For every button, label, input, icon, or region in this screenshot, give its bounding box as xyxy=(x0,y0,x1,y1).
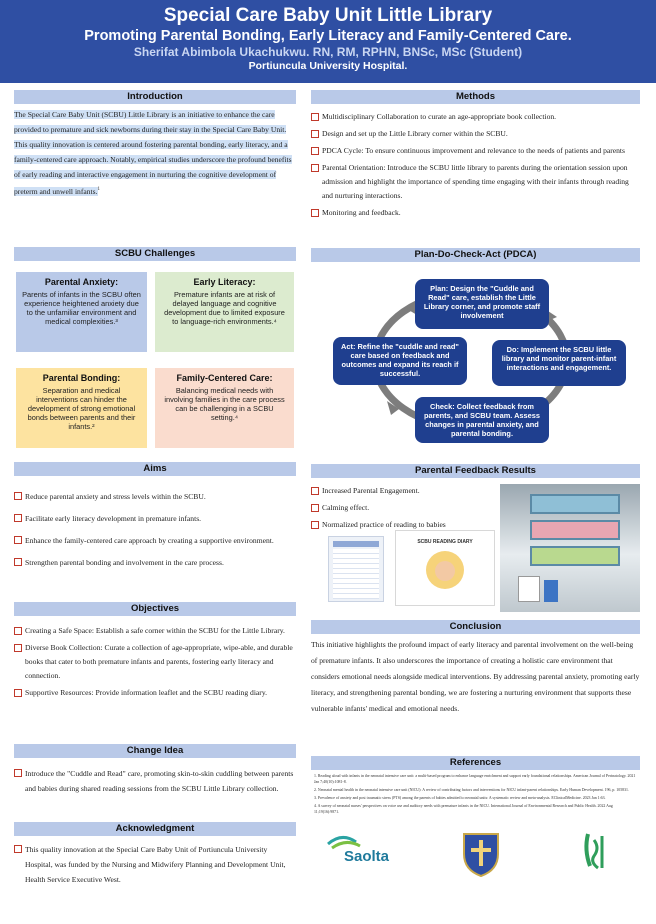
list-item: Monitoring and feedback. xyxy=(311,206,640,220)
change-idea-list xyxy=(14,766,296,799)
list-item: Diverse Book Collection: Curate a collection of age-appropriate, wipe-able, and durable books that cater to both premature infants and parents, fostering early literacy and connection. xyxy=(14,641,296,683)
introduction-heading: Introduction xyxy=(14,90,296,104)
challenge-body: Balancing medical needs with involving families in the care process can be challenging in a SCBU setting.⁴ xyxy=(164,386,285,422)
challenge-box-anxiety xyxy=(16,272,147,352)
baby-illustration-icon xyxy=(426,551,464,589)
diary-cover-image xyxy=(395,530,495,606)
list-item: PDCA Cycle: To ensure continuous improvement and relevance to the needs of patients and parents xyxy=(311,144,640,158)
poster-institution: Portiuncula University Hospital. xyxy=(248,60,408,72)
reference-item: 2. Neonatal mental health in the neonatal intensive care unit (NICU): A review of contributing factors and interventions for NICU infant-parent relationships. Early Human Development. 196, p. 105831. xyxy=(314,788,629,792)
pdca-do: Do: Implement the SCBU little library and monitor parent-infant interactions and engagement. xyxy=(492,340,626,386)
list-item: Parental Orientation: Introduce the SCBU little library to parents during the orientation session upon admission and highlight the importance of spending time engaging with their infants through reading and nurturing interactions. xyxy=(311,161,640,203)
challenge-box-family xyxy=(155,368,294,448)
acknowledgment-heading: Acknowledgment xyxy=(14,822,296,836)
poster-title: Special Care Baby Unit Little Library xyxy=(163,5,493,26)
saolta-logo-text: Saolta xyxy=(344,848,390,865)
list-item: Enhance the family-centered care approach by creating a supportive environment. xyxy=(14,533,296,549)
challenge-body: Premature infants are at risk of delayed language and cognitive development due to limited exposure to language-rich environments.⁴ xyxy=(164,290,285,326)
list-item: Calming effect. xyxy=(311,501,501,515)
introduction-cite: 1 xyxy=(97,187,101,192)
conclusion-text: This initiative highlights the profound impact of early literacy and parental involvement on the well-being of premature infants. It also underscores the importance of creating a holistic care environment that considers emotional needs alongside medical interventions. By addressing parental anxiety, promoting early literacy, and strengthening parental bonding, we are fostering a nurturing environment that supports these vulnerable infants' medical and emotional needs. xyxy=(311,640,640,713)
list-item: Reduce parental anxiety and stress levels within the SCBU. xyxy=(14,489,296,505)
hospital-crest-logo xyxy=(458,828,504,878)
feedback-heading: Parental Feedback Results xyxy=(311,464,640,478)
references-list xyxy=(314,773,638,817)
introduction-text xyxy=(14,107,296,199)
list-item: This quality innovation at the Special Care Baby Unit of Portiuncula University Hospital, was funded by the Nursing and Midwifery Planning and Development Unit, Health Service Executive West. xyxy=(14,842,296,887)
aims-heading: Aims xyxy=(14,462,296,476)
feedback-list xyxy=(311,484,501,535)
aims-list xyxy=(14,489,296,574)
challenge-body: Parents of infants in the SCBU often experience heightened anxiety due to the unfamiliar environment and medical complexities.³ xyxy=(22,290,141,326)
list-item: Multidisciplinary Collaboration to curate an age-appropriate book collection. xyxy=(311,110,640,124)
challenge-title: Parental Anxiety: xyxy=(44,277,119,287)
change-idea-heading: Change Idea xyxy=(14,744,296,758)
poster-subtitle: Promoting Parental Bonding, Early Literacy and Family-Centered Care. xyxy=(84,28,572,44)
objectives-list xyxy=(14,624,296,703)
poster-author: Sherifat Abimbola Ukachukwu. RN, RM, RPHN, BNSc, MSc (Student) xyxy=(133,45,523,59)
challenge-body: Separation and medical interventions can hinder the development of strong emotional bonds between parents and their infants.² xyxy=(27,386,136,431)
pdca-heading: Plan-Do-Check-Act (PDCA) xyxy=(311,248,640,262)
list-item: Supportive Resources: Provide information leaflet and the SCBU reading diary. xyxy=(14,686,296,700)
reference-item: 3. Prevalence of anxiety and post traumatic stress (PTS) among the parents of babies admitted to neonatal units: A systematic review and meta-analysis. EClinicalMedicine. 2023 Jan 1:63. xyxy=(314,796,606,800)
saolta-logo xyxy=(322,830,406,874)
challenge-title: Family-Centered Care: xyxy=(176,373,273,383)
conclusion-heading: Conclusion xyxy=(311,620,640,634)
list-item: Creating a Safe Space: Establish a safe corner within the SCBU for the Little Library. xyxy=(14,624,296,638)
acknowledgment-list xyxy=(14,842,296,890)
challenges-heading: SCBU Challenges xyxy=(14,247,296,261)
references-heading: References xyxy=(311,756,640,770)
pdca-check: Check: Collect feedback from parents, and SCBU team. Assess changes in parental anxiety, and parental bonding. xyxy=(415,397,549,443)
list-item: Strengthen parental bonding and involvement in the care process. xyxy=(14,555,296,571)
list-item: Design and set up the Little Library corner within the SCBU. xyxy=(311,127,640,141)
hse-logo xyxy=(580,830,612,872)
introduction-body: The Special Care Baby Unit (SCBU) Little Library is an initiative to enhance the care provided to premature and sick newborns during their stay in the Special Care Baby Unit. This quality innovation is centered around fostering parental bonding, early literacy, and a family-centered care approach. Notably, empirical studies underscore the profound benefits of early reading and interactive engagement in nurturing the cognitive development of preterm and unwell infants. xyxy=(14,110,292,196)
crest-icon xyxy=(458,828,504,878)
poster-header xyxy=(0,0,656,83)
challenge-box-literacy xyxy=(155,272,294,352)
pdca-act: Act: Refine the "cuddle and read" care based on feedback and outcomes and expand its reach if successful. xyxy=(333,337,467,385)
challenge-title: Parental Bonding: xyxy=(42,373,121,383)
list-item: Normalized practice of reading to babies xyxy=(311,518,501,532)
methods-list xyxy=(311,110,640,223)
reference-item: 1. Reading aloud with infants in the neonatal intensive care unit: a multi-based program to enhance language enrichment and support early foundational relationships. American Journal of Perinatology. 2021 Jan 7;40(10):1081-8. xyxy=(314,774,636,784)
reference-item: 4. A survey of neonatal nurses' perspectives on voice use and auditory needs with premature infants in the NICU. International Journal of Environmental Research and Public Health. 2022 Aug 11;19(16):9871. xyxy=(314,804,613,814)
diary-cover-title: SCBU READING DIARY xyxy=(417,539,473,545)
pdca-plan: Plan: Design the "Cuddle and Read" care, establish the Little Library corner, and promote staff involvement xyxy=(415,279,549,329)
list-item: Increased Parental Engagement. xyxy=(311,484,501,498)
challenge-title: Early Literacy: xyxy=(193,277,256,287)
objectives-heading: Objectives xyxy=(14,602,296,616)
list-item: Facilitate early literacy development in premature infants. xyxy=(14,511,296,527)
list-item: Introduce the "Cuddle and Read" care, promoting skin-to-skin cuddling between parents and babies during shared reading sessions from the SCBU Little Library collection. xyxy=(14,766,296,796)
methods-heading: Methods xyxy=(311,90,640,104)
hse-logo-icon xyxy=(580,830,612,872)
library-corner-photo xyxy=(500,484,640,612)
challenge-box-bonding xyxy=(16,368,147,448)
diary-table-image xyxy=(328,536,384,602)
